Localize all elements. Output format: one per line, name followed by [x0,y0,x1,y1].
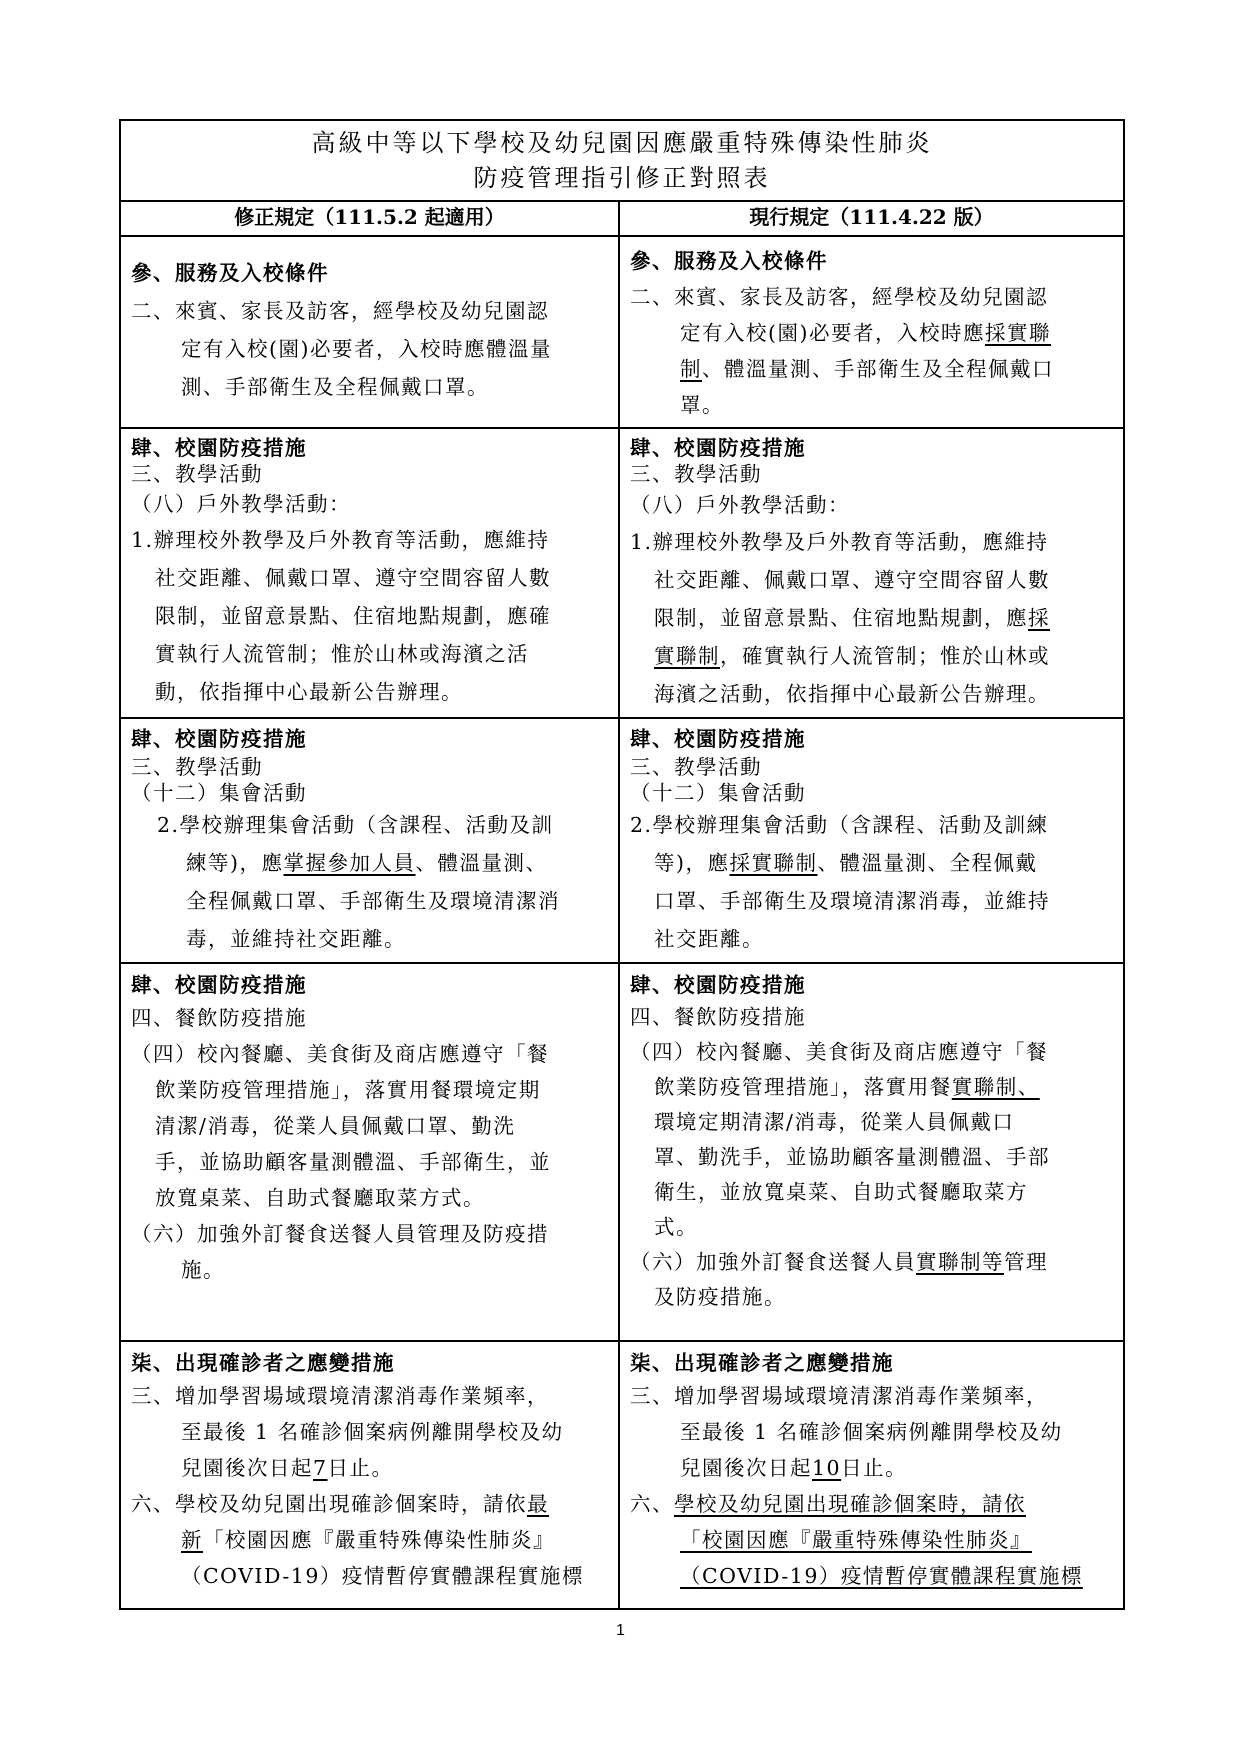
text-line: （四）校內餐廳、美食街及商店應遵守「餐 [131,1042,549,1066]
text-segment: ，確實執行人流管制；惟於山林或 [720,644,1050,668]
text-line: 三、教學活動 [131,462,263,486]
section-heading: 肆、校園防疫措施 [131,973,307,997]
text-line: 式。 [654,1215,698,1239]
text-segment: 、體溫量測、 [415,851,548,875]
text-line: 三、教學活動 [630,462,762,486]
text-line: （六）加強外訂餐食送餐人員管理及防疫措 [131,1222,549,1246]
text-line: 施。 [181,1258,225,1282]
text-line: 及防疫措施。 [654,1285,786,1309]
text-line: 四、餐飲防疫措施 [131,1006,307,1030]
text-line [630,637,1109,675]
text-segment: 兒園後次日起 [680,1456,812,1480]
underlined-change: （COVID-19）疫情暫停實體課程實施標 [680,1564,1083,1588]
underlined-change: 實聯制等 [916,1250,1004,1274]
text-line: 二、來賓、家長及訪客，經學校及幼兒園認 [630,285,1048,309]
text-segment: 限制，並留意景點、住宿地點規劃，應 [654,606,1028,630]
text-segment: 日止。 [841,1456,908,1480]
text-line: 三、增加學習場域環境清潔消毒作業頻率， [630,1384,1048,1408]
text-line: （四）校內餐廳、美食街及商店應遵守「餐 [630,1040,1048,1064]
revised-cell [120,236,619,428]
current-cell [619,1341,1124,1609]
text-line [131,1486,604,1522]
text-segment: 日止。 [327,1456,394,1480]
table-row [120,718,1124,963]
header-row [120,201,1124,236]
title-row [120,120,1124,201]
text-line: 衛生，並放寬桌菜、自助式餐廳取菜方 [654,1180,1028,1204]
text-line: 社交距離、佩戴口罩、遵守空間容留人數 [654,568,1050,592]
text-line [630,1522,1109,1558]
text-line: 定有入校(園)必要者，入校時應體溫量 [181,337,552,361]
text-line: 飲業防疫管理措施」，落實用餐環境定期 [155,1078,541,1102]
page-number: 1 [616,1622,625,1639]
header-revised: 修正規定（111.5.2 起適用） [120,201,619,236]
text-line: 全程佩戴口罩、手部衛生及環境清潔消 [186,889,560,913]
text-line: 清潔/消毒，從業人員佩戴口罩、勤洗 [155,1114,516,1138]
text-line: 動，依指揮中心最新公告辦理。 [155,680,463,704]
header-current: 現行規定（111.4.22 版） [619,201,1124,236]
text-line: 限制，並留意景點、住宿地點規劃，應確 [155,604,551,628]
underlined-change: 採實聯制 [729,851,818,875]
text-line: 環境定期清潔/消毒，從業人員佩戴口 [654,1110,1015,1134]
text-segment: （六）加強外訂餐食送餐人員 [630,1250,916,1274]
text-line [630,1558,1109,1594]
text-line [131,1522,604,1558]
text-line: 至最後 1 名確診個案病例離開學校及幼 [181,1420,564,1444]
text-line [131,844,604,882]
text-segment: 兒園後次日起 [181,1456,313,1480]
underlined-change: 採實聯 [985,321,1051,345]
text-line: 手，並協助顧客量測體溫、手部衛生，並 [155,1150,551,1174]
section-heading: 肆、校園防疫措施 [630,436,806,460]
current-cell [619,236,1124,428]
section-heading: 柒、出現確診者之應變措施 [131,1351,395,1375]
revised-cell [120,428,619,718]
revised-cell [120,963,619,1341]
section-heading: 肆、校園防疫措施 [131,436,307,460]
text-line: 社交距離、佩戴口罩、遵守空間容留人數 [155,566,551,590]
text-line: （八）戶外教學活動： [131,492,351,516]
text-line: 罩。 [680,393,724,417]
current-cell [619,963,1124,1341]
underlined-change: 最 [527,1492,549,1516]
text-line: 1.辦理校外教學及戶外教育等活動，應維持 [131,528,550,552]
table-row [120,963,1124,1341]
text-line [630,1245,1109,1280]
text-line: （十二）集會活動 [630,781,806,805]
text-segment: 、體溫量測、全程佩戴 [817,851,1038,875]
text-line [630,1450,1109,1486]
text-line [131,1450,604,1486]
table-row [120,236,1124,428]
section-heading: 柒、出現確診者之應變措施 [630,1351,894,1375]
text-segment: 「校園因應『嚴重特殊傳染性肺炎』 [203,1528,555,1552]
text-line: 實執行人流管制；惟於山林或海濱之活 [155,642,529,666]
text-segment: 六、學校及幼兒園出現確診個案時，請依 [131,1492,527,1516]
text-line: 三、教學活動 [131,755,263,779]
text-line: 二、來賓、家長及訪客，經學校及幼兒園認 [131,299,549,323]
text-segment: 、體溫量測、手部衛生及全程佩戴口 [702,357,1054,381]
text-line: 社交距離。 [654,927,764,951]
current-cell [619,428,1124,718]
underlined-change: 「校園因應『嚴重特殊傳染性肺炎』 [680,1528,1032,1552]
underlined-change: 掌握參加人員 [283,851,416,875]
text-line: 2.學校辦理集會活動（含課程、活動及訓 [157,813,554,837]
underlined-change: 新 [181,1528,203,1552]
table-title [120,120,1124,201]
text-line: 罩、勤洗手，並協助顧客量測體溫、手部 [654,1145,1050,1169]
underlined-change: 實聯制 [654,644,720,668]
text-segment: 六、 [630,1492,674,1516]
underlined-change: 10 [812,1456,842,1480]
text-line [630,1486,1109,1522]
text-line: 1.辦理校外教學及戶外教育等活動，應維持 [630,530,1049,554]
underlined-change: 實聯制、 [951,1075,1040,1099]
title-line-1: 高級中等以下學校及幼兒園因應嚴重特殊傳染性肺炎 [311,129,933,157]
text-line: 三、教學活動 [630,755,762,779]
comparison-table [119,119,1125,1610]
title-line-2: 防疫管理指引修正對照表 [473,164,771,192]
text-line [630,1070,1109,1105]
revised-cell [120,1341,619,1609]
text-line: 三、增加學習場域環境清潔消毒作業頻率， [131,1384,549,1408]
text-segment: 等)，應 [654,851,730,875]
underlined-change: 學校及幼兒園出現確診個案時，請依 [674,1492,1026,1516]
current-cell [619,718,1124,963]
revised-cell [120,718,619,963]
text-segment: 管理 [1004,1250,1048,1274]
section-heading: 參、服務及入校條件 [630,249,828,273]
text-line: 四、餐飲防疫措施 [630,1005,806,1029]
text-line [630,351,1109,387]
text-line: （十二）集會活動 [131,781,307,805]
text-line: 2.學校辦理集會活動（含課程、活動及訓練 [630,813,1049,837]
text-line: 放寬桌菜、自助式餐廳取菜方式。 [155,1186,485,1210]
text-line: （COVID-19）疫情暫停實體課程實施標 [181,1564,584,1588]
text-line [630,315,1109,351]
text-line [630,844,1109,882]
section-heading: 參、服務及入校條件 [131,261,329,285]
text-line: 海濱之活動，依指揮中心最新公告辦理。 [654,682,1050,706]
text-segment: 練等)，應 [186,851,284,875]
underlined-change: 採 [1028,606,1050,630]
text-line: 測、手部衛生及全程佩戴口罩。 [181,375,489,399]
section-heading: 肆、校園防疫措施 [630,973,806,997]
section-heading: 肆、校園防疫措施 [131,727,307,751]
text-line: 毒，並維持社交距離。 [186,927,406,951]
section-heading: 肆、校園防疫措施 [630,727,806,751]
text-line: 口罩、手部衛生及環境清潔消毒，並維持 [654,889,1050,913]
text-line [630,599,1109,637]
text-segment: 飲業防疫管理措施」，落實用餐 [654,1075,952,1099]
table-row [120,1341,1124,1609]
underlined-change: 7 [313,1456,328,1480]
text-line: 至最後 1 名確診個案病例離開學校及幼 [680,1420,1063,1444]
table-row [120,428,1124,718]
underlined-change: 制 [680,357,702,381]
text-segment: 定有入校(園)必要者，入校時應 [680,321,985,345]
text-line: （八）戶外教學活動： [630,493,850,517]
